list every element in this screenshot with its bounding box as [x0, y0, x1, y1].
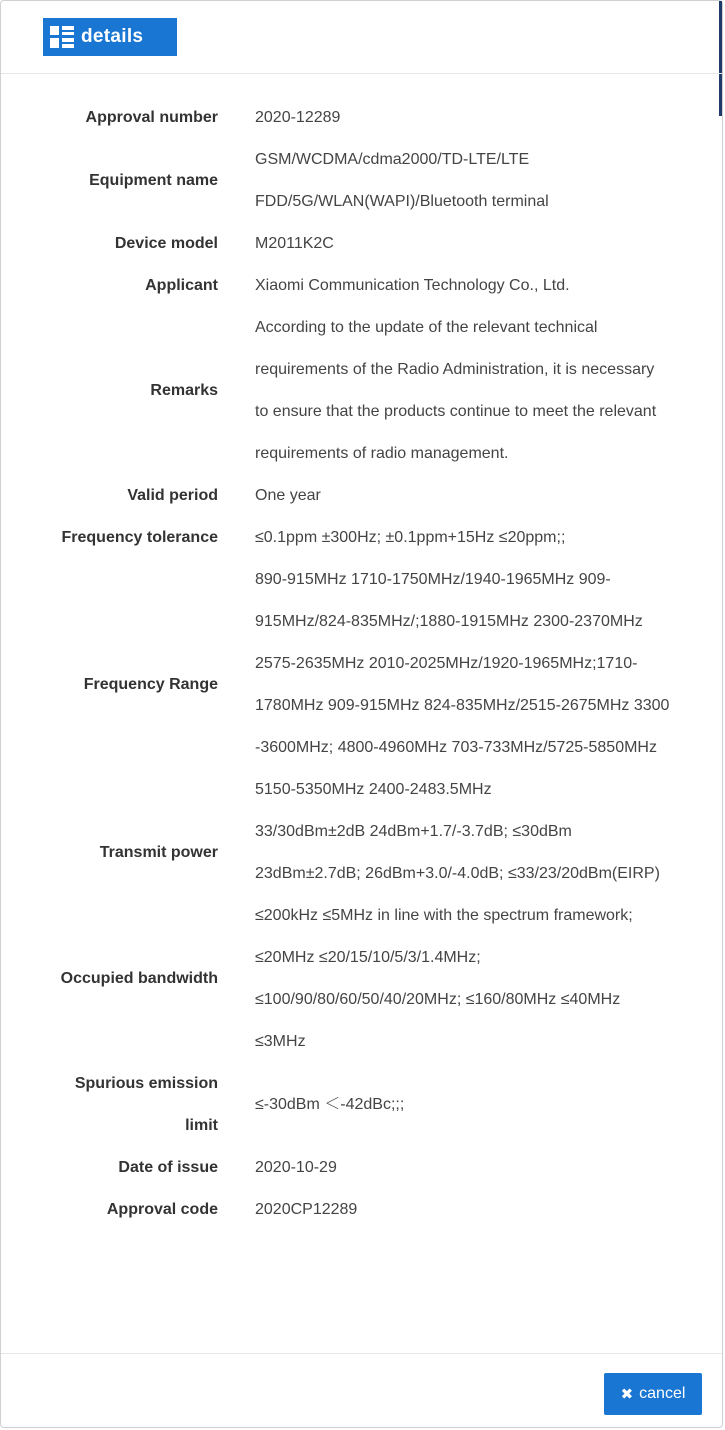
field-label: Date of issue: [118, 1159, 218, 1176]
details-table: [1, 97, 722, 1231]
field-value: 2020-10-29: [255, 1159, 337, 1176]
row-equipment-name: [1, 139, 722, 223]
list-icon: [49, 24, 75, 50]
row-device-model: [1, 223, 722, 265]
field-value: 2020-12289: [255, 109, 341, 126]
row-spurious-emission-limit: [1, 1063, 722, 1147]
title-badge: [43, 18, 177, 56]
field-value: One year: [255, 487, 321, 504]
field-label: Frequency Range: [83, 676, 218, 693]
row-applicant: [1, 265, 722, 307]
dialog-footer: [1, 1353, 722, 1430]
dialog-title: details: [81, 26, 144, 47]
field-label: Occupied bandwidth: [60, 970, 218, 987]
field-label: Frequency tolerance: [61, 529, 218, 546]
field-label: Approval number: [85, 109, 218, 126]
row-frequency-range: [1, 559, 722, 811]
cancel-button[interactable]: [604, 1373, 702, 1415]
field-value: M2011K2C: [255, 235, 334, 252]
field-value: ≤0.1ppm ±300Hz; ±0.1ppm+15Hz ≤20ppm;;: [255, 529, 566, 546]
field-value: ≤-30dBm ＜-42dBc;;;: [255, 1096, 405, 1113]
field-label: Valid period: [127, 487, 218, 504]
field-value: 890-915MHz 1710-1750MHz/1940-1965MHz 909-915MHz/824-835MHz/;1880-1915MHz 2300-2370MHz 2575-2635MHz 2010-2025MHz/1920-1965MHz;1710-1780MHz 909-915MHz 824-835MHz/2515-2675MHz 3300 -3600MHz; 4800-4960MHz 703-733MHz/5725-5850MHz 5150-5350MHz 2400-2483.5MHz: [255, 571, 670, 798]
field-value: 33/30dBm±2dB 24dBm+1.7/-3.7dB; ≤30dBm 23dBm±2.7dB; 26dBm+3.0/-4.0dB; ≤33/23/20dBm(EIRP): [255, 823, 660, 882]
close-icon: ✖: [620, 1386, 634, 1403]
row-approval-number: [1, 97, 722, 139]
field-value: According to the update of the relevant technical requirements of the Radio Administration, it is necessary to ensure that the products continue to meet the relevant requirements of radio management.: [255, 319, 657, 462]
row-remarks: [1, 307, 722, 475]
field-label: Spurious emission limit: [74, 1075, 218, 1134]
row-date-of-issue: [1, 1147, 722, 1189]
field-label: Approval code: [106, 1201, 218, 1218]
field-label: Device model: [114, 235, 218, 252]
field-value: ≤200kHz ≤5MHz in line with the spectrum framework; ≤20MHz ≤20/15/10/5/3/1.4MHz; ≤100/90/80/60/50/40/20MHz; ≤160/80MHz ≤40MHz ≤3MHz: [255, 907, 633, 1050]
field-value: Xiaomi Communication Technology Co., Ltd.: [255, 277, 570, 294]
field-label: Remarks: [150, 382, 218, 399]
row-transmit-power: [1, 811, 722, 895]
field-label: Applicant: [145, 277, 218, 294]
cancel-label: cancel: [639, 1385, 686, 1402]
row-frequency-tolerance: [1, 517, 722, 559]
field-value: 2020CP12289: [255, 1201, 358, 1218]
row-occupied-bandwidth: [1, 895, 722, 1063]
field-label: Equipment name: [89, 172, 218, 189]
field-label: Transmit power: [99, 844, 218, 861]
field-value: GSM/WCDMA/cdma2000/TD-LTE/LTE FDD/5G/WLAN(WAPI)/Bluetooth terminal: [255, 151, 549, 210]
dialog-header: [1, 1, 722, 74]
row-valid-period: [1, 475, 722, 517]
row-approval-code: [1, 1189, 722, 1231]
